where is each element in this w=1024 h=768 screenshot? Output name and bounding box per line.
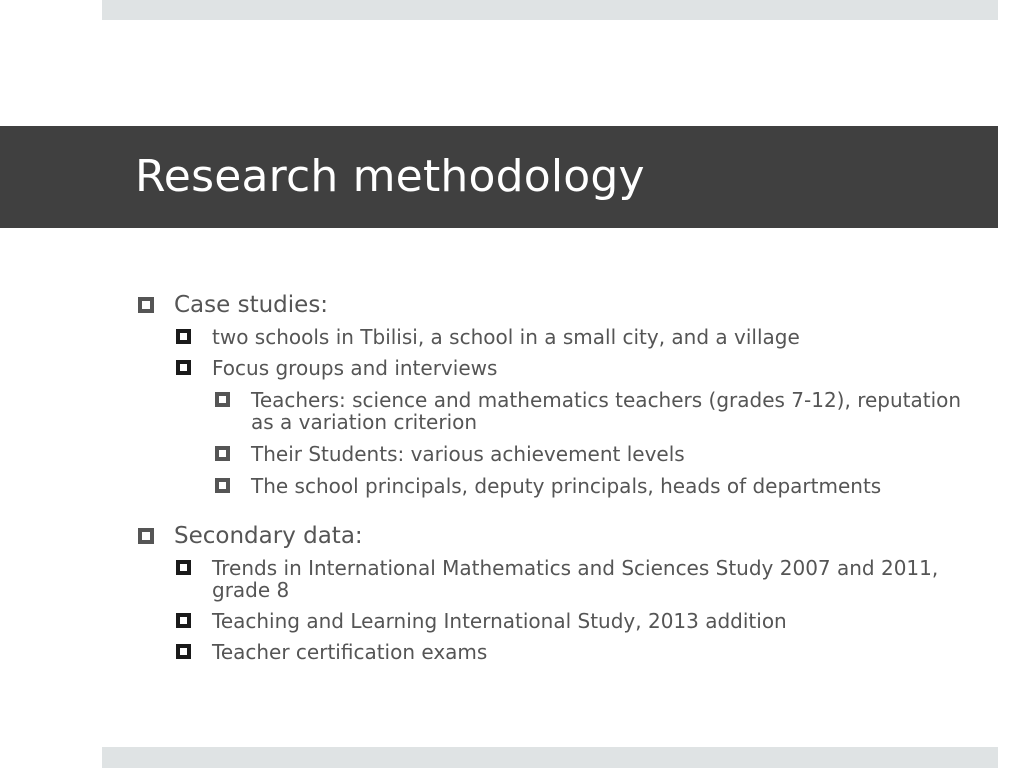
bullet-text: The school principals, deputy principals, heads of departments [251, 474, 882, 498]
square-bullet-icon [176, 644, 191, 659]
bullet-text: Trends in International Mathematics and Sciences Study 2007 and 2011, grade 8 [212, 556, 939, 602]
square-bullet-icon [215, 478, 230, 493]
bullet-focus-groups [176, 357, 978, 379]
top-decorative-band [102, 0, 998, 20]
bullet-text: Teachers: science and mathematics teachers (grades 7-12), reputation as a variation criterion [251, 388, 962, 434]
square-bullet-icon [215, 446, 230, 461]
bullet-text: two schools in Tbilisi, a school in a small city, and a village [212, 325, 800, 349]
bullet-secondary-data [138, 519, 978, 553]
bullet-text: Teaching and Learning International Study, 2013 addition [212, 609, 787, 633]
bullet-text: Their Students: various achievement levels [251, 442, 685, 466]
square-bullet-icon [138, 528, 154, 544]
square-bullet-icon [176, 360, 191, 375]
bullet-talis [176, 610, 978, 632]
bullet-text: Focus groups and interviews [212, 356, 498, 380]
bullet-content [138, 288, 978, 663]
square-bullet-icon [138, 297, 154, 313]
bullet-text: Case studies: [174, 292, 329, 318]
bullet-teachers [215, 389, 978, 433]
square-bullet-icon [176, 560, 191, 575]
bullet-timss [176, 557, 978, 601]
bullet-case-studies [138, 288, 978, 322]
bottom-decorative-band [102, 747, 998, 768]
bullet-text: Secondary data: [174, 523, 363, 549]
bullet-principals [215, 475, 978, 497]
bullet-certification [176, 641, 978, 663]
square-bullet-icon [215, 392, 230, 407]
slide-title: Research methodology [135, 151, 645, 202]
bullet-text: Teacher certification exams [212, 640, 488, 664]
bullet-students [215, 443, 978, 465]
square-bullet-icon [176, 613, 191, 628]
bullet-schools [176, 326, 978, 348]
square-bullet-icon [176, 329, 191, 344]
